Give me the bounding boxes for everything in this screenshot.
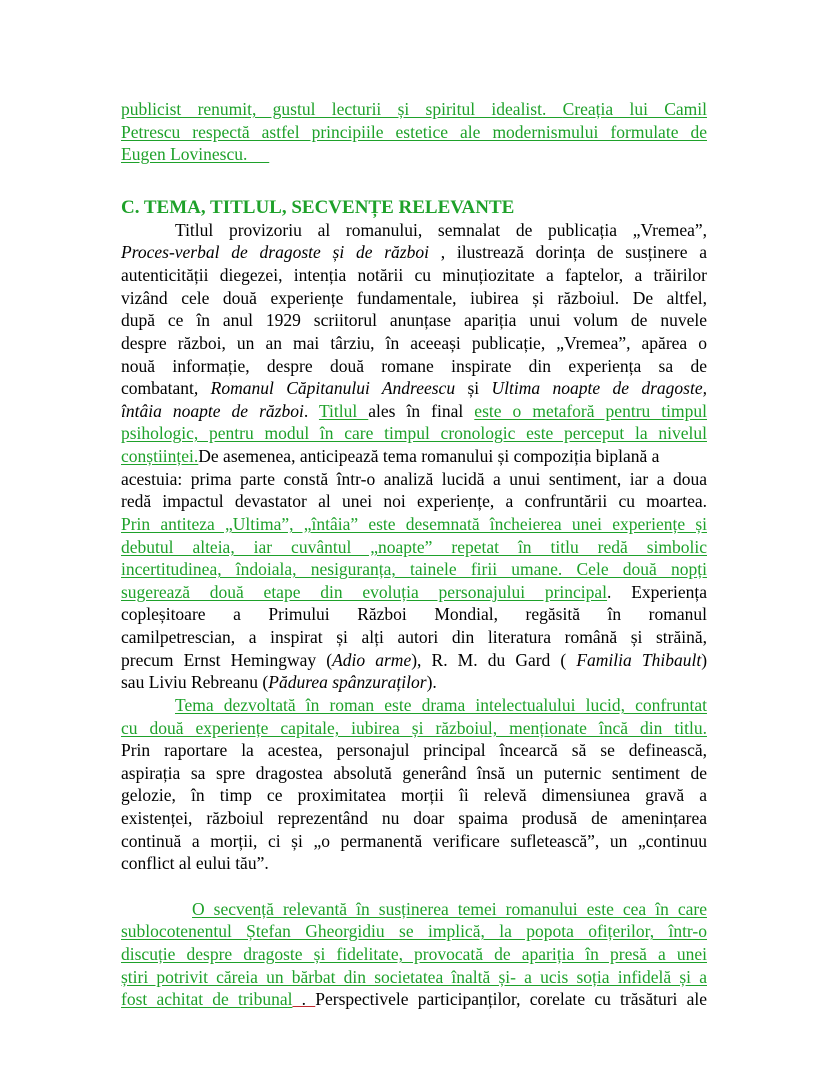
italic-text: , Romanul Căpitanului Andreescu [193, 378, 456, 398]
section-heading: C. TEMA, TITLUL, SECVENȚE RELEVANTE [121, 197, 515, 218]
text-line [121, 264, 707, 286]
highlighted-text: Creația lui Camil [562, 99, 707, 119]
italic-text: Ultima noapte de dragoste, [491, 378, 707, 398]
highlighted-text: publicist renumit, gustul lecturii și spiritul idealist. [121, 99, 563, 119]
text-line [121, 830, 707, 852]
text-line [121, 400, 707, 422]
body-text: nouă informație, despre două romane inspirate din experiența sa de [121, 356, 707, 376]
text-line [121, 241, 707, 263]
highlighted-text: sugerează două etape din evoluția personajului principal [121, 582, 608, 602]
text-line [175, 219, 707, 241]
text-line [121, 490, 707, 512]
highlighted-text: incertitudinea, îndoiala, nesiguranța, tainele firii umane. Cele două nopți [121, 559, 707, 579]
body-text: și [455, 378, 492, 398]
body-text: aspirația sa spre dragostea absolută generând însă un puternic sentiment de [121, 763, 707, 783]
text-line [121, 943, 707, 965]
text-line [121, 807, 707, 829]
body-text: ) [701, 650, 708, 670]
text-line [121, 536, 707, 558]
text-line [121, 445, 707, 467]
highlighted-text: este o metaforă pentru timpul [474, 401, 708, 421]
italic-text: Familia Thibault [576, 650, 702, 670]
text-line [121, 603, 707, 625]
body-text: vizând cele două experiențe fundamentale, iubirea și războiul. De altfel, [121, 288, 707, 308]
text-line [121, 98, 707, 120]
highlighted-text: Tema dezvoltată în roman este drama intelectualului lucid, confruntat [175, 695, 707, 715]
body-text: Perspectivele participanților, corelate cu trăsături ale [315, 989, 707, 1009]
body-text: acestuia: prima parte constă într-o analiză lucidă a unui sentiment, iar a doua [121, 469, 707, 489]
text-line [121, 332, 707, 354]
highlighted-text: Prin antiteza „Ultima”, „întâia” este desemnată încheierea unei experiențe și [121, 514, 707, 534]
text-line [121, 762, 707, 784]
body-text: camilpetrescian, a inspirat și alți autori din literatura română și străină, [121, 627, 707, 647]
body-text: autenticității diegezei, intenția notării cu minuțiozitate a faptelor, a trăirilor [121, 265, 707, 285]
body-text: redă impactul devastator al unei noi experiențe, a confruntării cu moartea. [121, 491, 707, 511]
highlighted-text: conștiinței. [121, 446, 199, 466]
text-line [121, 581, 707, 603]
text-line [121, 852, 707, 874]
highlighted-text: Titlul [318, 401, 369, 421]
text-line [121, 988, 707, 1010]
body-text: . Experiența [607, 582, 707, 602]
highlighted-text: știri potrivit căreia un bărbat din societatea înaltă și- a ucis soția infidelă și a [121, 967, 707, 987]
highlighted-text: discuție despre dragoste și fidelitate, provocată de apariția în presă a unei [121, 944, 707, 964]
body-text: sau Liviu Rebreanu ( [121, 672, 269, 692]
text-line [175, 694, 707, 716]
text-line [121, 422, 707, 444]
italic-text: Proces-verbal de dragoste și de război [121, 242, 429, 262]
italic-text: Pădurea spânzuraților [268, 672, 427, 692]
highlighted-text: debutul alteia, iar cuvântul „noapte” repetat în titlu redă simbolic [121, 537, 707, 557]
body-text: gelozie, în timp ce proximitatea morții îi relevă dimensiunea gravă a [121, 785, 707, 805]
highlighted-text: O secvență relevantă în susținerea temei romanului este cea în care [192, 899, 707, 919]
text-line [121, 558, 707, 580]
text-line [121, 671, 707, 693]
body-text: existenței, războiul reprezentând nu doar spaima produsă de amenințarea [121, 808, 707, 828]
text-line [121, 739, 707, 761]
highlighted-text: psihologic, pentru modul în care timpul cronologic este perceput la nivelul [121, 423, 707, 443]
text-line [121, 377, 707, 399]
text-line [121, 784, 707, 806]
body-text: Prin raportare la acestea, personajul principal încearcă să se definească, [121, 740, 707, 760]
body-text: ), R. M. du Gard ( [411, 650, 577, 670]
text-line [121, 717, 707, 739]
italic-text: întâia noapte de război [121, 401, 304, 421]
body-text: despre război, un an mai târziu, în aceeași publicație, „Vremea”, apărea o [121, 333, 707, 353]
highlighted-text: Petrescu respectă astfel principiile estetice ale modernismului formulate de [121, 122, 707, 142]
body-text: . [292, 989, 316, 1009]
text-line [121, 355, 707, 377]
highlighted-text: sublocotenentul Ștefan Gheorgidiu se implică, la popota ofițerilor, într-o [121, 921, 707, 941]
text-line [121, 309, 707, 331]
body-text: ales în final [368, 401, 475, 421]
body-text: Titlul provizoriu al romanului, semnalat de publicația „Vremea”, [175, 220, 707, 240]
text-line [121, 649, 707, 671]
body-text: copleșitoare a Primului Război Mondial, regăsită în romanul [121, 604, 707, 624]
body-text: conflict al eului tău”. [121, 853, 269, 873]
body-text: . [303, 401, 319, 421]
text-line [121, 920, 707, 942]
text-line [121, 966, 707, 988]
text-line [121, 287, 707, 309]
text-line [121, 626, 707, 648]
highlighted-text: fost achitat de tribunal [121, 989, 293, 1009]
body-text: combatant [121, 378, 194, 398]
text-line [121, 121, 707, 143]
body-text: De asemenea, anticipează tema romanului și compoziția biplană a [198, 446, 660, 466]
text-line [192, 898, 707, 920]
text-line [121, 513, 707, 535]
text-line [121, 468, 707, 490]
body-text: după ce în anul 1929 scriitorul anunțase apariția unui volum de nuvele [121, 310, 707, 330]
body-text: continuă a morții, ci și „o permanentă verificare sufletească”, un „continuu [121, 831, 707, 851]
text-line [121, 143, 707, 165]
highlighted-text: cu două experiențe capitale, iubirea și războiul, menționate încă din titlu. [121, 718, 707, 738]
body-text: , ilustrează dorința de susținere a [428, 242, 707, 262]
body-text: ). [426, 672, 437, 692]
body-text: precum Ernst Hemingway ( [121, 650, 333, 670]
highlighted-text: Eugen Lovinescu. [121, 144, 270, 164]
italic-text: Adio arme [332, 650, 412, 670]
